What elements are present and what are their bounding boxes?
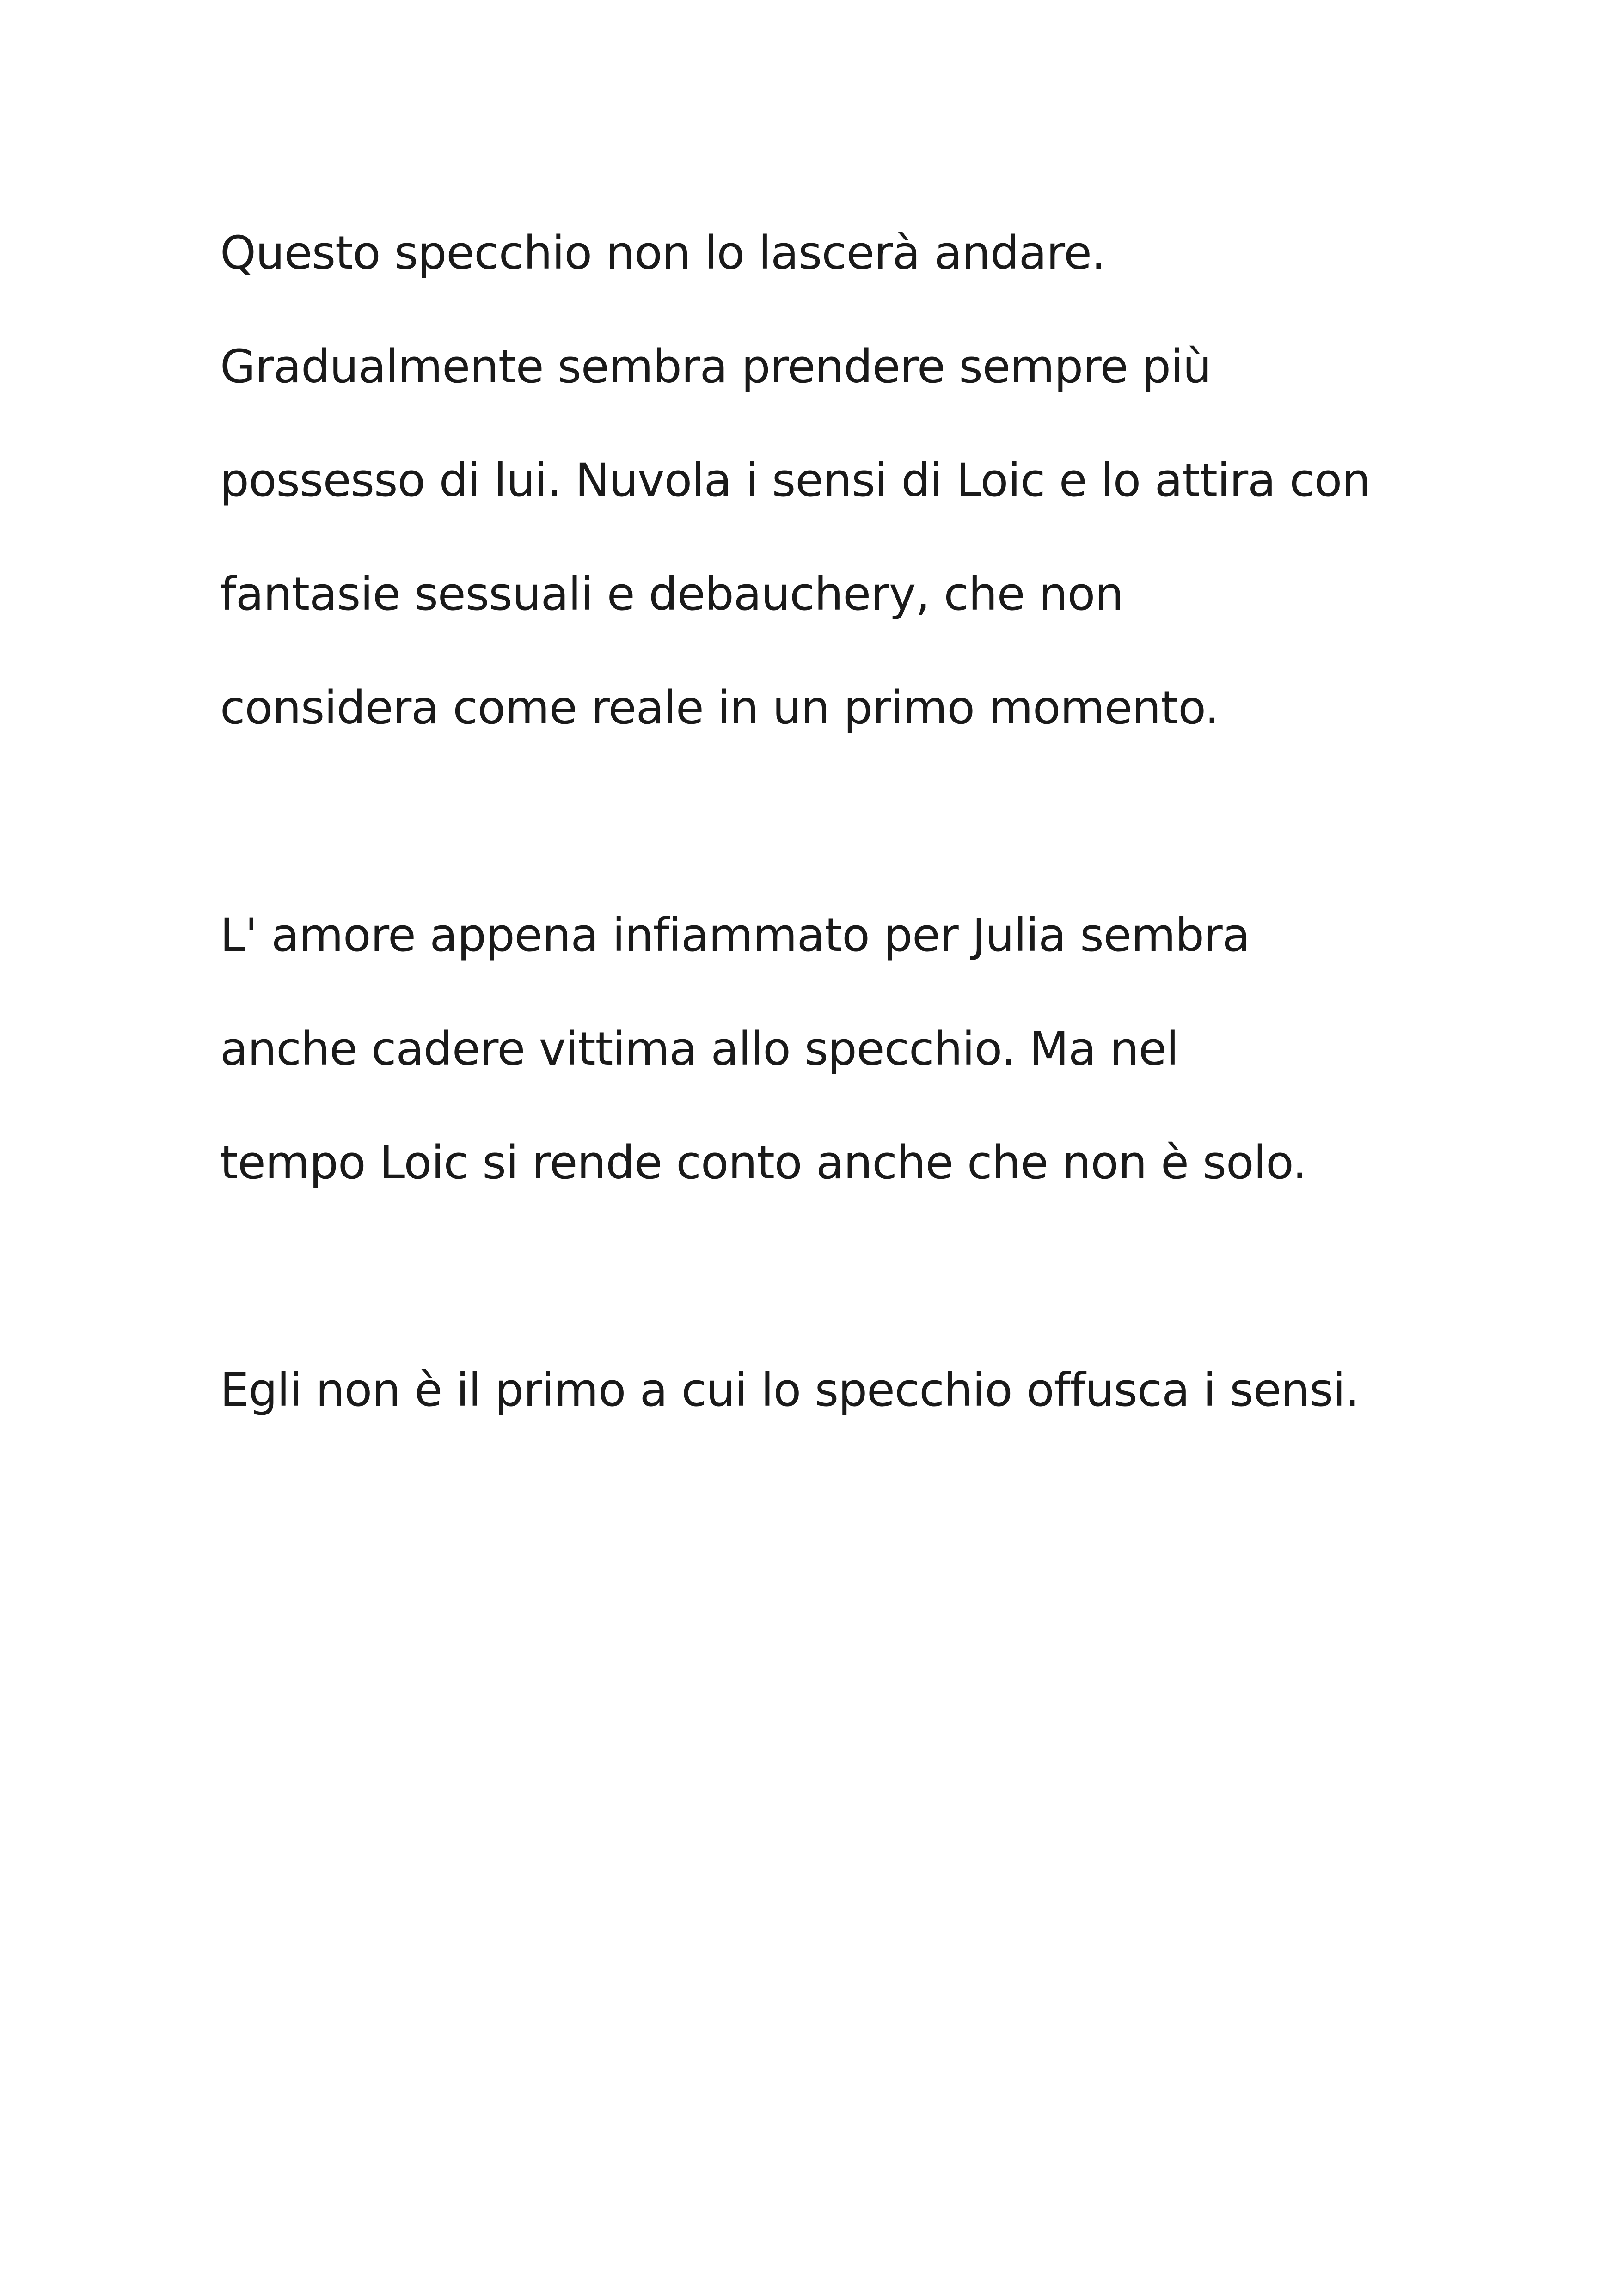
paragraph-spacer bbox=[220, 778, 1468, 892]
text-line: L' amore appena infiammato per Julia sembra bbox=[220, 909, 1250, 962]
text-line: anche cadere vittima allo specchio. Ma nel bbox=[220, 1022, 1179, 1076]
text-line: considera come reale in un primo momento. bbox=[220, 681, 1219, 735]
paragraph-spacer bbox=[220, 1233, 1468, 1347]
document-body bbox=[220, 209, 1468, 1460]
text-line: Questo specchio non lo lascerà andare. bbox=[220, 227, 1106, 280]
text-line: tempo Loic si rende conto anche che non è solo. bbox=[220, 1136, 1307, 1189]
text-line: possesso di lui. Nuvola i sensi di Loic e lo attira con bbox=[220, 454, 1371, 507]
text-line: fantasie sessuali e debauchery, che non bbox=[220, 568, 1124, 621]
text-line: Gradualmente sembra prendere sempre più bbox=[220, 340, 1212, 393]
paragraph-2 bbox=[220, 892, 1468, 1233]
text-line: Egli non è il primo a cui lo specchio offusca i sensi. bbox=[220, 1364, 1360, 1417]
paragraph-3 bbox=[220, 1347, 1468, 1460]
paragraph-1 bbox=[220, 209, 1468, 778]
